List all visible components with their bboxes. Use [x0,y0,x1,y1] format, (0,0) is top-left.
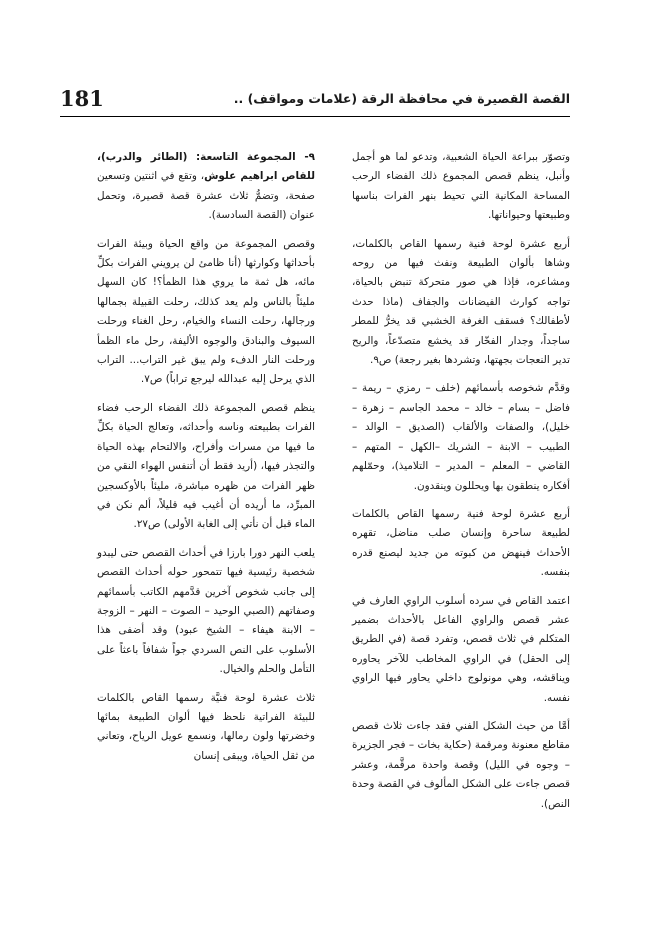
left-column [97,148,315,775]
paragraph: وقدَّم شخوصه بأسمائهم (خلف – رمزي – ريمة – فاضل – بسام – خالد – محمد الجاسم – زهرة – خليل)، والصفات والألقاب (الصديق – الوالد – الطبيب – الابنة – الشريك –الكهل – المتهم – القاضي – المعلم – المدير – التلاميذ)، وحمّلهم أفكاره ينطقون بها ويحللون وينقدون. [352,382,570,492]
paragraph: ينظم قصص المجموعة ذلك الفضاء الرحب فضاء الفرات بطبيعته وناسه وأحداثه، وتعالج الحياة بكلِّ ما فيها من مسرات وأفراح، والالتحام بهذه الحياة والتجذر فيها، (أريد فقط أن أتنفس الهواء النقي من ظهر الفرات من ظهره مباشرة، مليئاً بالأوكسجين المبرِّد، ما أريده أن أغيب فيه قليلاً، ألم نكن في الماء قبل أن نأتي إلى الغابة الأولى) ص٢٧. [97,401,315,531]
paragraph: وقصص المجموعة من واقع الحياة وبيئة الفرات بأحداثها وكوارثها (أنا ظامئ لن يرويني الفرات بكلِّ مائه، هل ثمة ما يروي هذا الظمأ؟! كان السهل مليئاً بالناس ولم يعد كذلك، رحلت القبيلة بجمالها ورجالها، رحلت النساء والخيام، رحل الغناء ورحلت السيوف والبنادق والوجوه الأليفة، رحل ماء الظمأ ورحلت النار الدفء ولم يبق غير التراب... التراب الذي يرحل إليه عبدالله ليرجع تراباً) ص٧. [97,237,315,386]
paragraph: اعتمد القاص في سرده أسلوب الراوي العارف في عشر قصص والراوي الفاعل بالأحداث بضمير المتكلم في ثلاث قصص، وتفرد قصة (في الطريق إلى الحقل) في الراوي المخاطب للآخر يحاوره ويناقشه، وهي مونولوج داخلي يحاور فيها الراوي نفسه. [352,594,570,704]
paragraph: أمَّا من حيث الشكل الفني فقد جاءت ثلاث قصص مقاطع معنونة ومرقمة (حكاية بخات – فجر الجزيرة – وجوه في الليل) وقصة واحدة مرقَّمة، وعشر قصص جاءت على الشكل المألوف في القصة وحدة النص). [352,719,570,810]
section-heading: ٩- المجموعة التاسعة: (الطائر والدرب)، [97,151,315,163]
header-divider [60,116,570,117]
section-heading-text: ، وتقع في اثنتين وتسعين صفحة، وتضمُّ ثلاث عشرة قصة قصيرة، وتحمل عنوان (القصة السادسة). [97,170,315,222]
paragraph: يلعب النهر دورا بارزا في أحداث القصص حتى ليبدو شخصية رئيسية فيها تتمحور حوله أحداث القصص إلى جانب شخوص آخرين قدَّمهم الكاتب بأسمائهم وصفاتهم (الصبي الوحيد – الصوت – النهر – الزوجة – الابنة هيفاء – الشيخ عبود) وقد أضفى هذا الأسلوب على النص السردي جواً شفافاً باعثاً على التأمل والحلم والخيال. [97,546,315,676]
right-column [352,148,570,823]
paragraph: ثلاث عشرة لوحة فنيَّة رسمها القاص بالكلمات للبيئة الفراتية نلحظ فيها ألوان الطبيعة بمائها وخضرتها ولون رمالها، ونسمع عويل الرياح، وتعاني من ثقل الحياة، ويبقى إنسان [97,691,315,762]
page-number: 181 [60,86,104,111]
running-header [60,86,570,112]
paragraph: أربع عشرة لوحة فنية رسمها القاص بالكلمات لطبيعة ساحرة وإنسان صلب مناضل، تقهره الأحداث فينهض من كبوته من جديد ليصنع قدره بنفسه. [352,507,570,579]
section-heading-paragraph [97,148,315,226]
paragraph: وتصوّر ببراعة الحياة الشعبية، وتدعو لما هو أجمل وأنبل، ينظم قصص المجموع ذلك الفضاء الرحب المساحة المكانية التي تحيط بنهر الفرات بناسها وطبيعتها وحيواناتها. [352,151,570,222]
paragraph: أربع عشرة لوحة فنية رسمها القاص بالكلمات، وشاها بألوان الطبيعة ونفث فيها من روحه ومشاعره، فإذا هي صور متحركة تنبض بالحياة، تواجه كوارث الفيضانات والجفاف (ماذا حدث لأطفالك؟ فسقف الغرفة الخشبي قد يخرُّ للمطر ساجداً، وجدار الفخّار قد يخشع متصدّعاً، والريح تدير النعجات بجهتها، وتشردها بغير رجعة) ص٩. [352,237,570,367]
author-name: للقاص ابراهيم علوش [204,170,315,183]
running-header-title: القصة القصيرة في محافظة الرقة (علامات ومواقف) .. [233,91,570,106]
